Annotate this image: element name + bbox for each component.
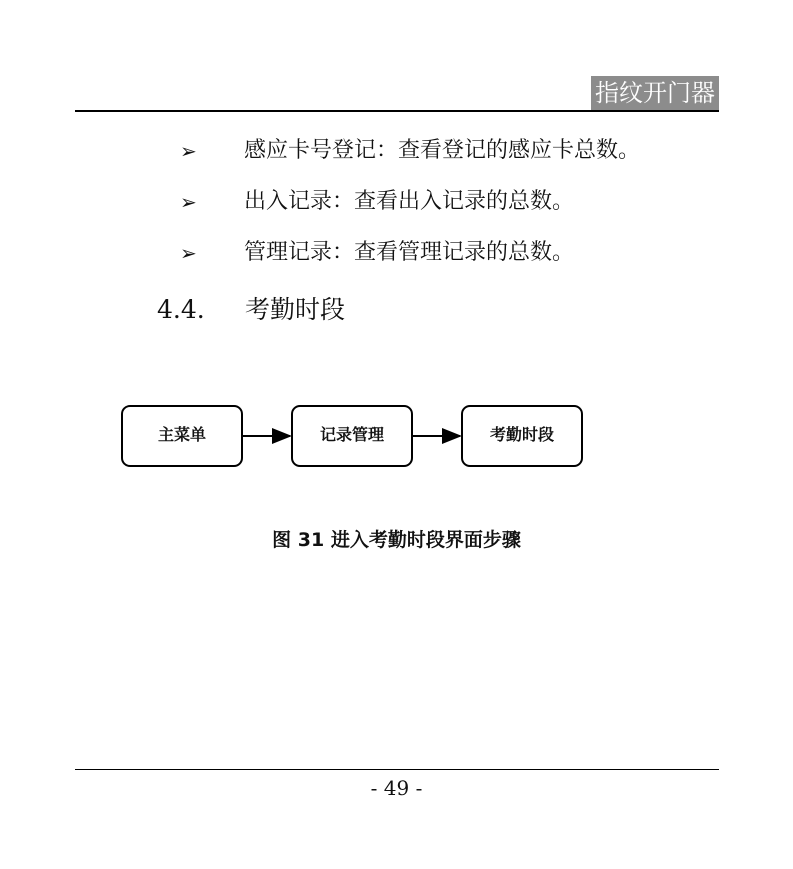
flow-step-label: 考勤时段 — [489, 425, 554, 444]
bullet-text: 出入记录：查看出入记录的总数。 — [244, 189, 575, 214]
section-title: 考勤时段 — [245, 295, 346, 324]
section-heading — [157, 294, 345, 326]
header-divider — [75, 110, 719, 112]
figure-caption: 图 31 进入考勤时段界面步骤 — [272, 529, 521, 551]
bullet-item — [180, 238, 574, 268]
page-number: - 49 - — [370, 776, 423, 800]
flow-step-label: 记录管理 — [319, 425, 384, 444]
arrow-bullet-icon: ➢ — [180, 241, 197, 265]
bullet-text: 管理记录：查看管理记录的总数。 — [244, 240, 575, 265]
bullet-item — [180, 187, 574, 217]
flow-diagram — [120, 404, 590, 470]
footer-divider — [75, 769, 719, 770]
section-number: 4.4. — [157, 295, 205, 324]
bullet-item — [180, 136, 640, 166]
bullet-text: 感应卡号登记：查看登记的感应卡总数。 — [244, 138, 641, 163]
flow-step-label: 主菜单 — [157, 425, 206, 444]
arrow-bullet-icon: ➢ — [180, 139, 197, 163]
arrow-bullet-icon: ➢ — [180, 190, 197, 214]
header-title: 指纹开门器 — [591, 76, 719, 110]
